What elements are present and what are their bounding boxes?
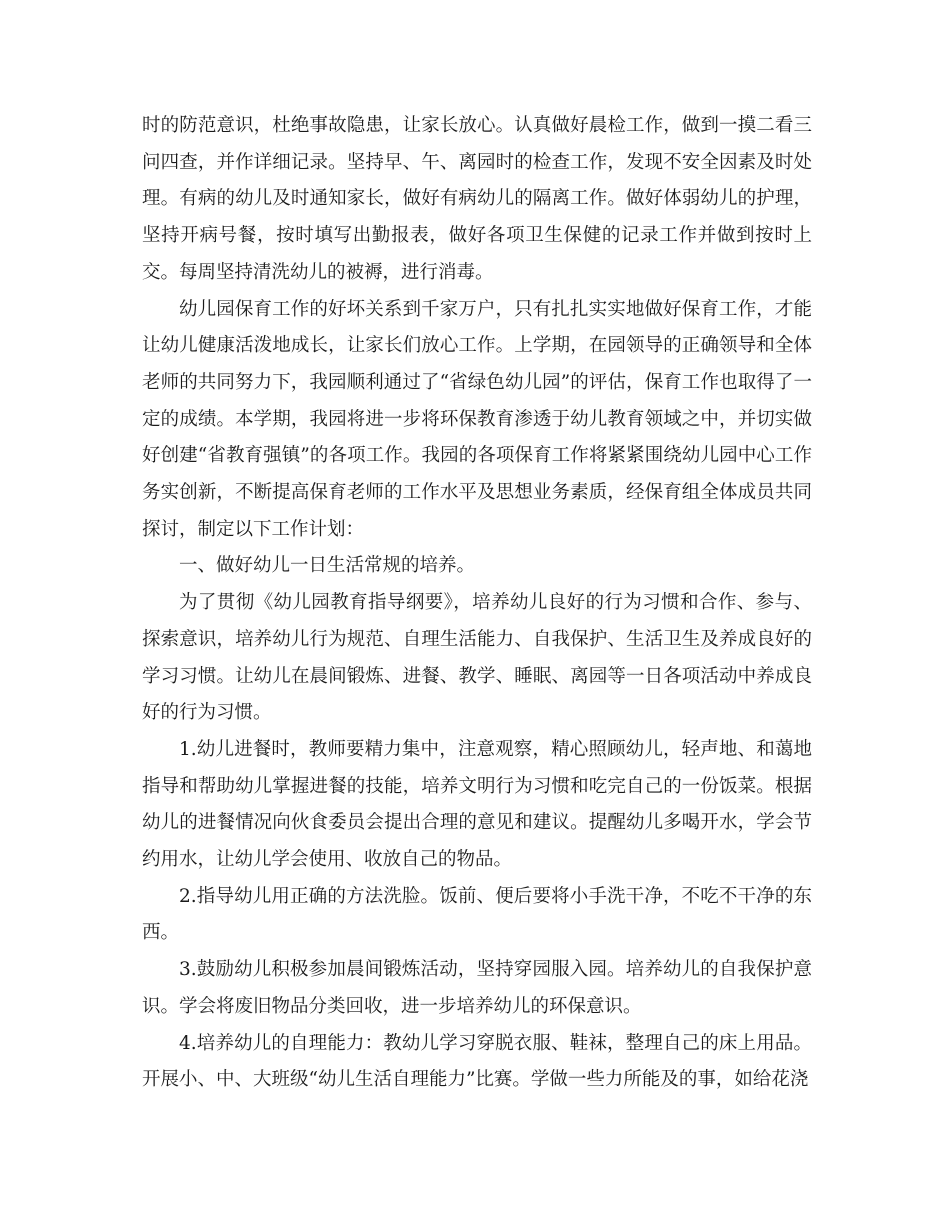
list-item-3: 3.鼓励幼儿积极参加晨间锻炼活动，坚持穿园服入园。培养幼儿的自我保护意识。学会将废旧物品分类回收，进一步培养幼儿的环保意识。 — [142, 959, 812, 1017]
paragraph-intro: 幼儿园保育工作的好坏关系到千家万户，只有扎扎实实地做好保育工作，才能让幼儿健康活泼地成长，让家长们放心工作。上学期，在园领导的正确领导和全体老师的共同努力下，我园顺利通过了“省绿色幼儿园”的评估，保育工作也取得了一定的成绩。本学期，我园将进一步将环保教育渗透于幼儿教育领域之中，并切实做好创建“省教育强镇”的各项工作。我园的各项保育工作将紧紧围绕幼儿园中心工作务实创新，不断提高保育老师的工作水平及思想业务素质，经保育组全体成员共同探讨，制定以下工作计划： — [142, 298, 812, 540]
list-item-1: 1.幼儿进餐时，教师要精力集中，注意观察，精心照顾幼儿，轻声地、和蔼地指导和帮助幼儿掌握进餐的技能，培养文明行为习惯和吃完自己的一份饭菜。根据幼儿的进餐情况向伙食委员会提出合理的意见和建议。提醒幼儿多喝开水，学会节约用水，让幼儿学会使用、收放自己的物品。 — [142, 738, 812, 871]
list-item-4: 4.培养幼儿的自理能力：教幼儿学习穿脱衣服、鞋袜，整理自己的床上用品。开展小、中、大班级“幼儿生活自理能力”比赛。学做一些力所能及的事，如给花浇 — [142, 1032, 812, 1091]
paragraph-continuation: 时的防范意识，杜绝事故隐患，让家长放心。认真做好晨检工作，做到一摸二看三问四查，并作详细记录。坚持早、午、离园时的检查工作，发现不安全因素及时处理。有病的幼儿及时通知家长，做好有病幼儿的隔离工作。做好体弱幼儿的护理，坚持开病号餐，按时填写出勤报表，做好各项卫生保健的记录工作并做到按时上交。每周坚持清洗幼儿的被褥，进行消毒。 — [142, 115, 812, 283]
paragraph-section-1: 为了贯彻《幼儿园教育指导纲要》，培养幼儿良好的行为习惯和合作、参与、探索意识，培养幼儿行为规范、自理生活能力、自我保护、生活卫生及养成良好的学习习惯。让幼儿在晨间锻炼、进餐、教学、睡眠、离园等一日各项活动中养成良好的行为习惯。 — [142, 592, 812, 724]
list-item-2: 2.指导幼儿用正确的方法洗脸。饭前、便后要将小手洗干净，不吃不干净的东西。 — [142, 885, 812, 944]
section-heading-1: 一、做好幼儿一日生活常规的培养。 — [179, 555, 476, 577]
document-body — [142, 108, 812, 1099]
